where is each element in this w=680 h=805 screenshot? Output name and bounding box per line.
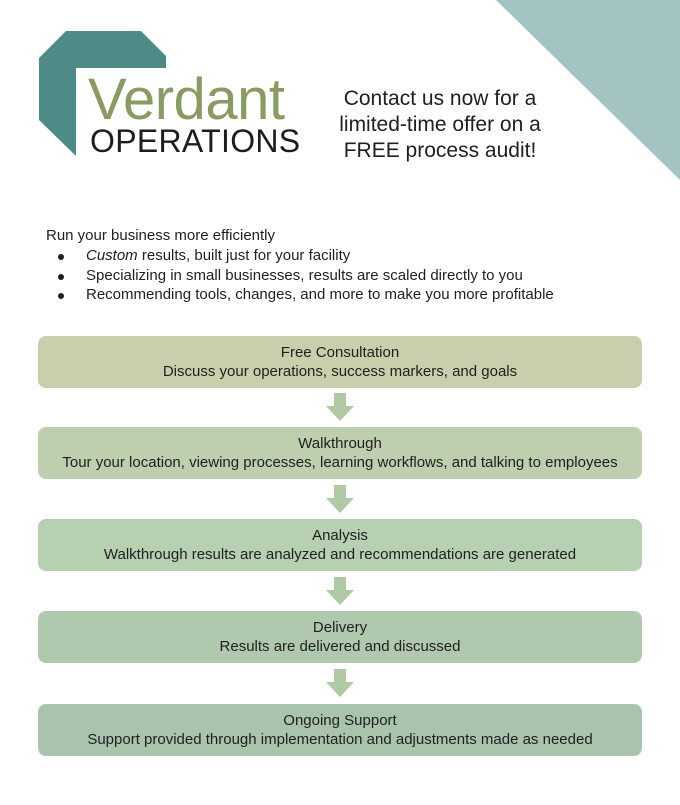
step-delivery	[38, 611, 642, 663]
promo-line-3: FREE process audit!	[343, 139, 537, 162]
step-description: Walkthrough results are analyzed and recommendations are generated	[103, 546, 577, 563]
down-arrow-icon	[326, 669, 354, 697]
promo-line-2: limited-time offer on a	[339, 113, 541, 136]
step-walkthrough	[38, 427, 642, 479]
bullet-icon	[58, 293, 64, 299]
step-title: Free Consultation	[280, 344, 400, 361]
benefits-list	[46, 246, 554, 305]
step-title: Delivery	[312, 619, 368, 636]
list-item	[46, 285, 554, 305]
step-description: Discuss your operations, success markers, and goals	[162, 363, 518, 380]
list-item	[46, 266, 554, 286]
step-title: Walkthrough	[298, 435, 382, 452]
promo-line-1: Contact us now for a	[343, 87, 537, 110]
step-description: Results are delivered and discussed	[219, 638, 461, 655]
step-description: Support provided through implementation and adjustments made as needed	[87, 731, 593, 748]
step-description: Tour your location, viewing processes, learning workflows, and talking to employees	[62, 454, 618, 471]
bullet-text: Specializing in small businesses, results are scaled directly to you	[86, 266, 523, 284]
step-title: Ongoing Support	[283, 712, 397, 729]
step-title: Analysis	[312, 527, 368, 544]
list-item	[46, 246, 554, 266]
step-free-consultation	[38, 336, 642, 388]
step-analysis	[38, 519, 642, 571]
down-arrow-icon	[326, 393, 354, 421]
promo-text	[320, 86, 560, 164]
bullet-icon	[58, 254, 64, 260]
logo-subtitle: OPERATIONS	[90, 123, 301, 159]
bullet-text: Recommending tools, changes, and more to make you more profitable	[86, 286, 554, 303]
down-arrow-icon	[326, 577, 354, 605]
bullet-text: results, built just for your facility	[137, 247, 351, 264]
bullet-icon	[58, 274, 64, 280]
step-ongoing-support	[38, 704, 642, 756]
intro-heading: Run your business more efficiently	[46, 227, 275, 244]
logo-wordmark: Verdant	[88, 67, 285, 132]
down-arrow-icon	[326, 485, 354, 513]
bullet-emphasis: Custom	[86, 247, 138, 264]
